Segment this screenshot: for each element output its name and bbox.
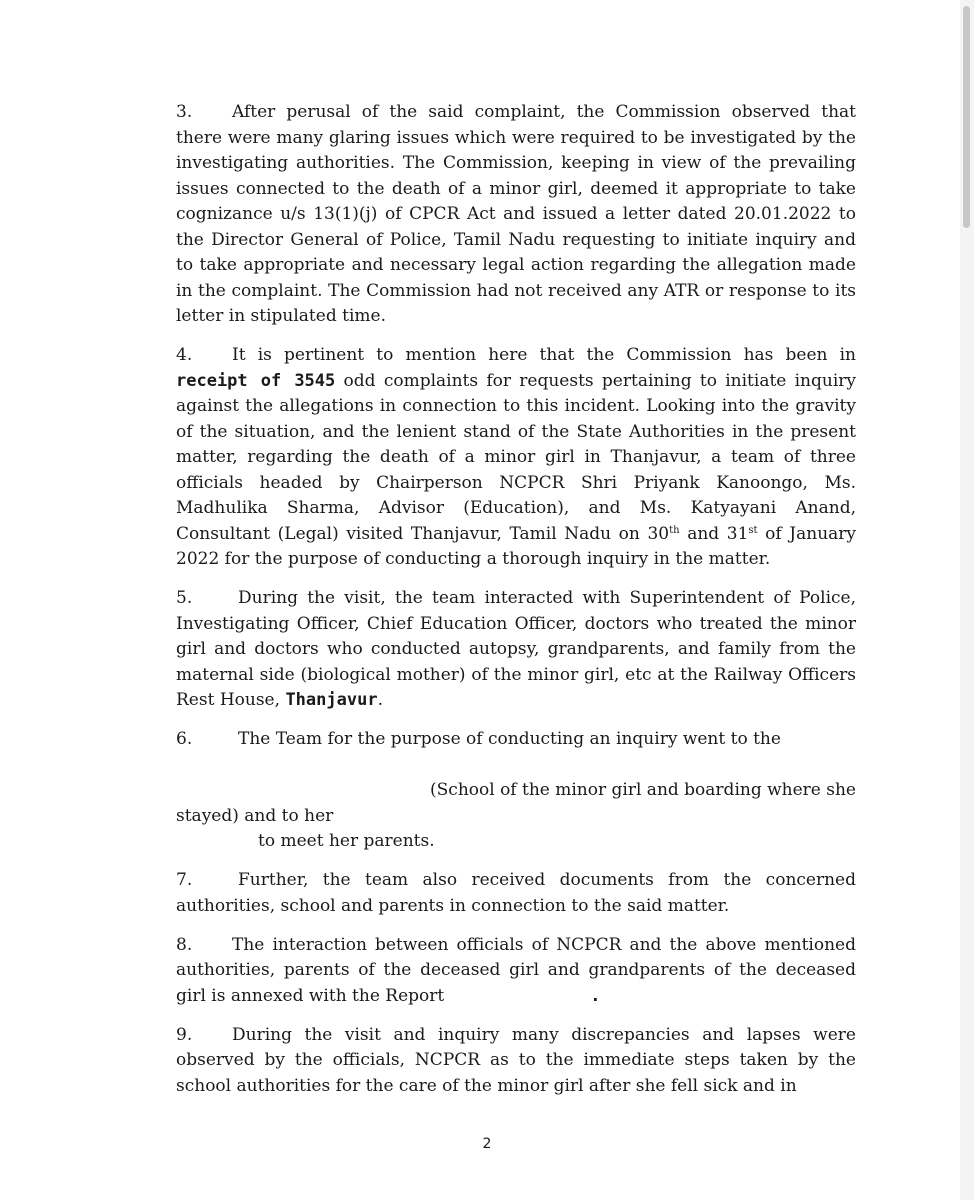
- redacted-line: [176, 753, 856, 779]
- period: .: [377, 690, 383, 710]
- document-page: [176, 100, 856, 1113]
- paragraph-text-line: [176, 778, 856, 804]
- paragraph-text: to meet her parents.: [258, 831, 435, 851]
- paragraph-text-line: [176, 829, 856, 855]
- page-number: 2: [482, 1136, 492, 1152]
- paragraph-number: 4.: [176, 345, 193, 365]
- paragraph-text: During the visit, the team interacted with Superintendent of Police, Investigating Officer, Chief Education Officer, doctors who treated the minor girl and doctors who conducted autopsy, grandparents, and family from the maternal side (biological mother) of the minor girl, etc at the Railway Officers Rest House,: [176, 588, 856, 710]
- paragraph-text: The interaction between officials of NCPCR and the above mentioned authorities, parents of the deceased girl and grandparents of the deceased girl is annexed with the Report: [176, 934, 856, 1006]
- paragraph-8: [176, 933, 856, 1010]
- scrollbar-track[interactable]: [960, 0, 974, 1200]
- visit-day-1: 30: [647, 523, 670, 544]
- paragraph-text: stayed) and to her: [176, 805, 334, 826]
- paragraph-text: (School of the minor girl and boarding where she: [430, 780, 856, 800]
- complaint-count-bold: receipt of 3545: [176, 370, 336, 391]
- paragraph-text: The Team for the purpose of conducting an inquiry went to the: [238, 729, 781, 749]
- paragraph-number: 3.: [176, 102, 193, 122]
- paragraph-number: 9.: [176, 1024, 193, 1045]
- paragraph-text: It is pertinent to mention here that the Commission has been in: [232, 345, 856, 365]
- location-bold: Thanjavur: [285, 690, 378, 710]
- paragraph-7: [176, 868, 856, 919]
- paragraph-4: [176, 343, 856, 573]
- paragraph-9: [176, 1023, 856, 1100]
- paragraph-text: and: [687, 523, 720, 544]
- paragraph-text: After perusal of the said complaint, the Commission observed that there were many glaring issues which were required to be investigated by the investigating authorities. The Commission, keeping in view of the prevailing issues connected to the death of a minor girl, deemed it appropriate to take cognizance u/s 13(1)(j) of CPCR Act and issued a letter dated 20.01.2022 to the Director General of Police, Tamil Nadu requesting to initiate inquiry and to take appropriate and necessary legal action regarding the allegation made in the complaint. The Commission had not received any ATR or response to its letter in stipulated time.: [176, 102, 856, 326]
- paragraph-5: [176, 586, 856, 714]
- period: .: [590, 985, 601, 1006]
- paragraph-text: During the visit and inquiry many discrepancies and lapses were observed by the officials, NCPCR as to the immediate steps taken by the school authorities for the care of the minor girl after she fell sick and in: [176, 1024, 856, 1096]
- paragraph-text: of January 2022 for the purpose of conducting a thorough inquiry in the matter.: [176, 523, 857, 569]
- paragraph-number: 7.: [176, 870, 193, 890]
- scrollbar-thumb[interactable]: [963, 6, 970, 228]
- paragraph-3: [176, 100, 856, 330]
- visit-day-2: 31: [726, 523, 749, 544]
- ordinal-suffix: th: [669, 524, 680, 536]
- paragraph-text: Further, the team also received documents from the concerned authorities, school and parents in connection to the said matter.: [176, 870, 856, 916]
- ordinal-suffix: st: [748, 524, 758, 536]
- paragraph-number: 5.: [176, 588, 193, 608]
- paragraph-number: 8.: [176, 934, 193, 955]
- paragraph-text-line: [176, 804, 856, 830]
- paragraph-6: [176, 727, 856, 855]
- paragraph-text: odd complaints for requests pertaining to initiate inquiry against the allegations in connection to this incident. Looking into the gravity of the situation, and the lenient stand of the State Authorities in the present matter, regarding the death of a minor girl in Thanjavur, a team of three officials headed by Chairperson NCPCR Shri Priyank Kanoongo, Ms. Madhulika Sharma, Advisor (Education), and Ms. Katyayani Anand, Consultant (Legal) visited Thanjavur, Tamil Nadu on: [176, 370, 856, 544]
- paragraph-number: 6.: [176, 729, 193, 749]
